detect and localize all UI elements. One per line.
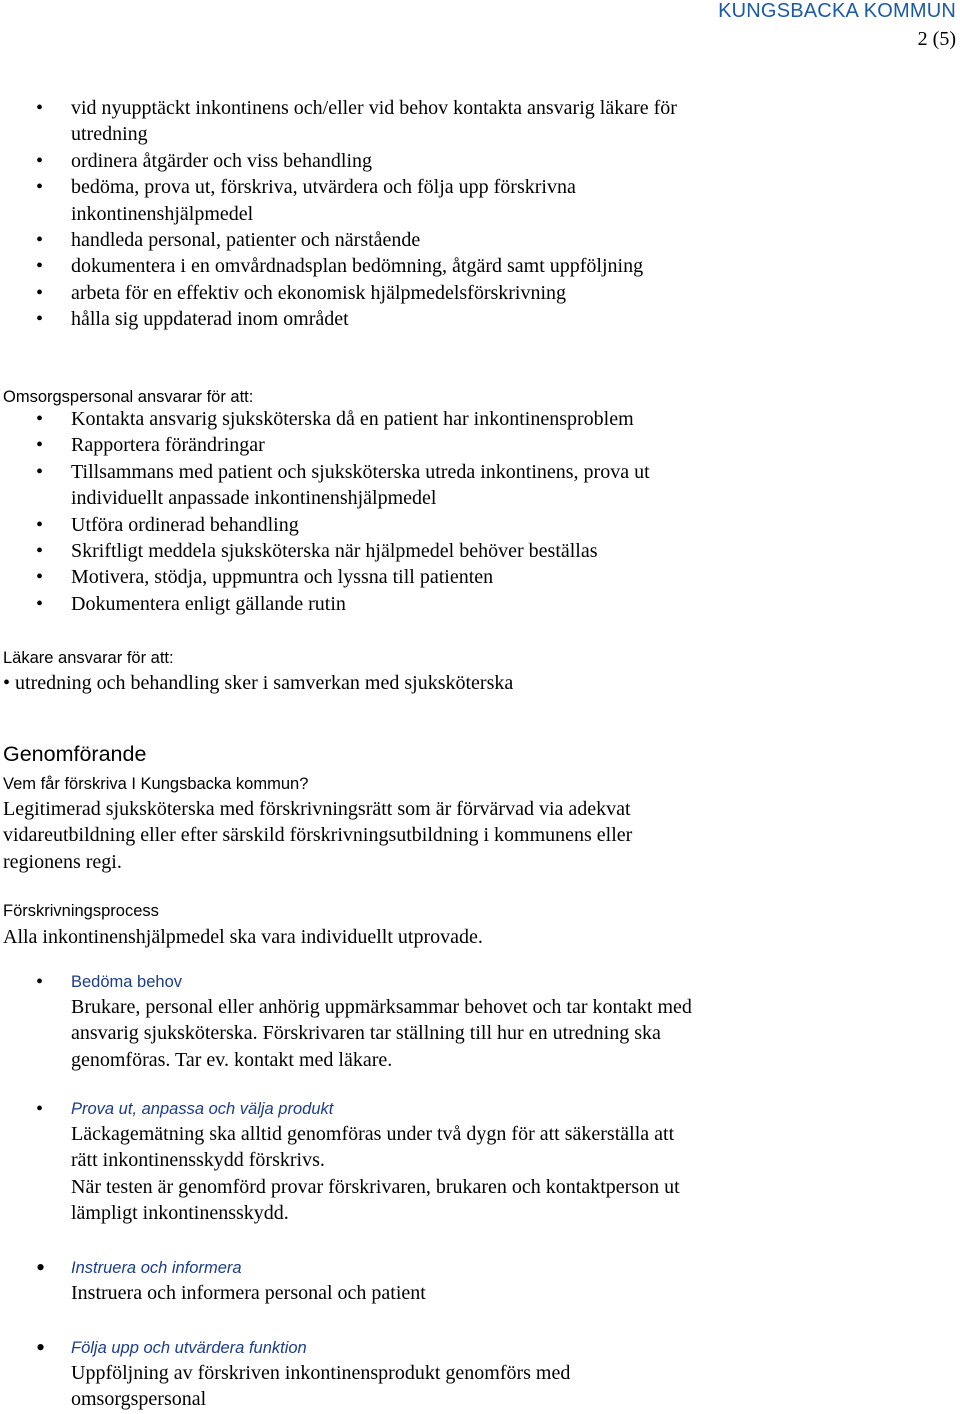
list-item: • dokumentera i en omvårdnadsplan bedömning, åtgärd samt uppföljning xyxy=(36,255,644,278)
list-item: • handleda personal, patienter och närstående xyxy=(36,229,421,252)
process-intro: Alla inkontinenshjälpmedel ska vara individuellt utprovade. xyxy=(3,926,483,948)
process-step: • Prova ut, anpassa och välja produkt Läckagemätning ska alltid genomföras under två dygn för att säkerställa att rätt inkontinensskydd förskrivs. När testen är genomförd provar förskrivaren, brukaren och kontaktperson ut lämpligt inkontinensskydd. xyxy=(0,1097,960,1227)
step-title: Följa upp och utvärdera funktion xyxy=(71,1339,307,1357)
list-item: • hålla sig uppdaterad inom området xyxy=(36,308,349,331)
process-step: • Följa upp och utvärdera funktion Uppföljning av förskriven inkontinensprodukt genomförs med omsorgspersonal xyxy=(0,1336,960,1413)
step-title: Prova ut, anpassa och välja produkt xyxy=(71,1100,334,1118)
list-item: • Motivera, stödja, uppmuntra och lyssna till patienten xyxy=(36,566,494,589)
organization-name: KUNGSBACKA KOMMUN xyxy=(718,0,956,22)
process-step: • Bedöma behov Brukare, personal eller anhörig uppmärksammar behovet och tar kontakt med ansvarig sjuksköterska. Förskrivaren tar ställning till hur en utredning ska genomföras. Tar ev. kontakt med läkare. xyxy=(0,970,960,1073)
bullet: • xyxy=(36,1333,46,1362)
bullet: • xyxy=(36,1098,44,1120)
list-item: • arbeta för en effektiv och ekonomisk hjälpmedelsförskrivning xyxy=(36,281,567,304)
list-item: • ordinera åtgärder och viss behandling xyxy=(36,149,373,172)
step-title: Instruera och informera xyxy=(71,1259,242,1277)
list-item: • Dokumentera enligt gällande rutin xyxy=(36,592,346,615)
nurse-duties-list xyxy=(0,95,960,333)
list-item: • bedöma, prova ut, förskriva, utvärdera och följa upp förskrivna inkontinenshjälpmedel xyxy=(36,176,576,225)
list-item: • Skriftligt meddela sjuksköterska när hjälpmedel behöver beställas xyxy=(36,540,598,563)
care-staff-list xyxy=(0,406,960,617)
process-heading: Förskrivningsprocess xyxy=(3,902,159,920)
prescriber-question: Vem får förskriva I Kungsbacka kommun? xyxy=(3,775,309,793)
care-staff-heading: Omsorgspersonal ansvarar för att: xyxy=(3,388,254,406)
doctor-duty: • utredning och behandling sker i samverkan med sjuksköterska xyxy=(3,672,514,694)
step-title: Bedöma behov xyxy=(71,973,182,991)
doctor-heading: Läkare ansvarar för att: xyxy=(3,649,174,667)
section-title: Genomförande xyxy=(3,742,147,766)
list-item: • Kontakta ansvarig sjuksköterska då en patient har inkontinensproblem xyxy=(36,408,634,430)
bullet: • xyxy=(36,1253,46,1282)
list-item: • Rapportera förändringar xyxy=(36,434,265,457)
prescriber-answer: Legitimerad sjuksköterska med förskrivningsrätt som är förvärvad via adekvat vidareutbildning eller efter särskild förskrivningsutbildning i kommunens eller regionens regi. xyxy=(3,798,633,873)
bullet: • xyxy=(3,672,11,694)
process-step: • Instruera och informera Instruera och informera personal och patient xyxy=(0,1256,960,1306)
page-number: 2 (5) xyxy=(917,28,956,50)
bullet: • xyxy=(36,971,44,993)
list-item: • Utföra ordinerad behandling xyxy=(36,513,299,536)
list-item: • Tillsammans med patient och sjuksköterska utreda inkontinens, prova ut individuellt anpassade inkontinenshjälpmedel xyxy=(36,460,650,510)
list-item: • vid nyupptäckt inkontinens och/eller vid behov kontakta ansvarig läkare för utredning xyxy=(36,97,677,146)
